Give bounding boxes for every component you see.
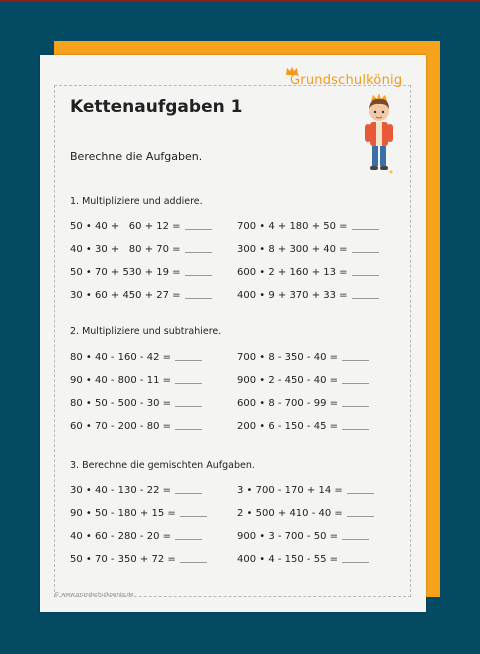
- section-1-heading: 1. Multipliziere und addiere.: [70, 196, 203, 207]
- task-1-left-2: 40 • 30 + 80 + 70 =: [70, 244, 212, 255]
- task-3-left-2: 90 • 50 - 180 + 15 =: [70, 508, 207, 519]
- task-3-left-3: 40 • 60 - 280 - 20 =: [70, 531, 202, 542]
- logo-text: Grundschulkönig: [290, 73, 403, 88]
- task-3-right-3: 900 • 3 - 700 - 50 =: [237, 531, 369, 542]
- task-2-left-1: 80 • 40 - 160 - 42 =: [70, 352, 202, 363]
- task-2-right-2: 900 • 2 - 450 - 40 =: [237, 375, 369, 386]
- task-1-right-1: 700 • 4 + 180 + 50 =: [237, 221, 379, 232]
- task-1-right-2: 300 • 8 + 300 + 40 =: [237, 244, 379, 255]
- task-1-right-3: 600 • 2 + 160 + 13 =: [237, 267, 379, 278]
- king-boy-icon: [362, 93, 396, 175]
- task-2-left-3: 80 • 50 - 500 - 30 =: [70, 398, 202, 409]
- section-2-heading: 2. Multipliziere und subtrahiere.: [70, 326, 222, 337]
- task-1-left-4: 30 • 60 + 450 + 27 =: [70, 290, 212, 301]
- task-3-left-4: 50 • 70 - 350 + 72 =: [70, 554, 207, 565]
- worksheet-page: [40, 55, 426, 612]
- worksheet-title: Kettenaufgaben 1: [70, 97, 243, 117]
- task-1-left-3: 50 • 70 + 530 + 19 =: [70, 267, 212, 278]
- section-3-heading: 3. Berechne die gemischten Aufgaben.: [70, 460, 255, 471]
- task-3-left-1: 30 • 40 - 130 - 22 =: [70, 485, 202, 496]
- task-3-right-4: 400 • 4 - 150 - 55 =: [237, 554, 369, 565]
- task-2-left-2: 90 • 40 - 800 - 11 =: [70, 375, 202, 386]
- instruction-text: Berechne die Aufgaben.: [70, 150, 203, 163]
- task-2-right-3: 600 • 8 - 700 - 99 =: [237, 398, 369, 409]
- frame-top-edge: [0, 0, 480, 2]
- task-3-right-1: 3 • 700 - 170 + 14 =: [237, 485, 374, 496]
- task-2-right-4: 200 • 6 - 150 - 45 =: [237, 421, 369, 432]
- task-1-right-4: 400 • 9 + 370 + 33 =: [237, 290, 379, 301]
- task-3-right-2: 2 • 500 + 410 - 40 =: [237, 508, 374, 519]
- task-2-right-1: 700 • 8 - 350 - 40 =: [237, 352, 369, 363]
- task-2-left-4: 60 • 70 - 200 - 80 =: [70, 421, 202, 432]
- footer-copyright: © www.grundschulkoenig.de: [54, 592, 134, 598]
- task-1-left-1: 50 • 40 + 60 + 12 =: [70, 221, 212, 232]
